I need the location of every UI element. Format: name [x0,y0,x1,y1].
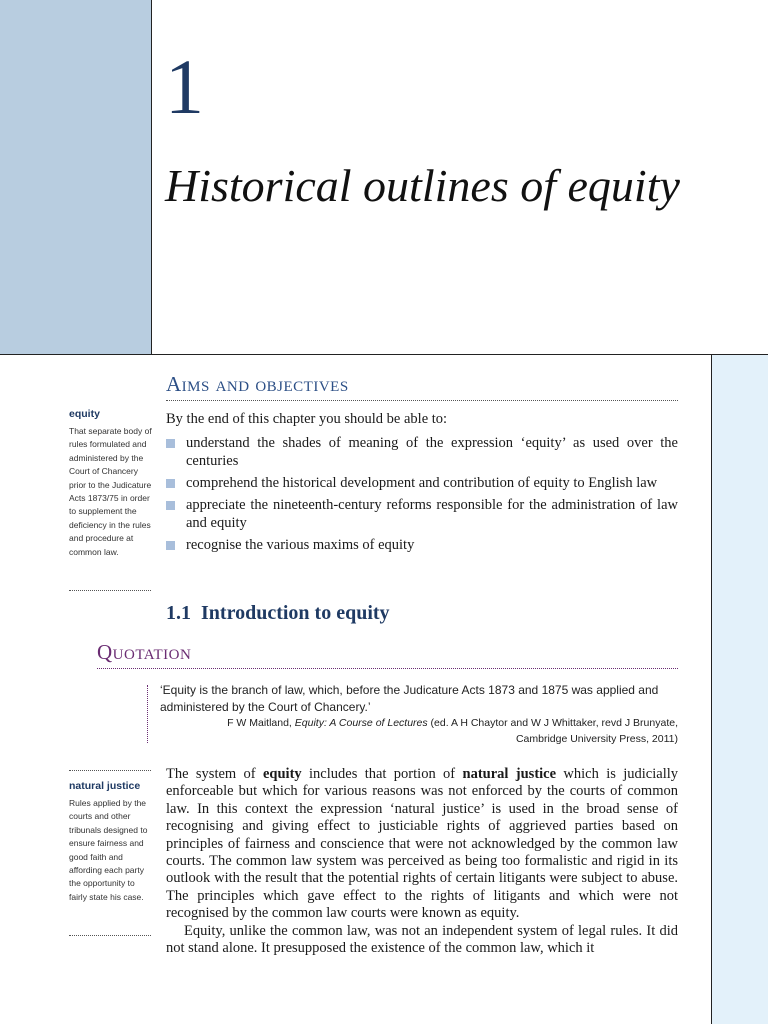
header-color-block [0,0,151,354]
right-margin-strip [711,355,768,1024]
aims-heading-rule [166,400,678,401]
body-paragraph: Equity, unlike the common law, was not an independent system of legal rules. It did not stand alone. It presupposed the existence of the common law, which it [166,922,678,957]
aims-item-text: understand the shades of meaning of the expression ‘equity’ as used over the centuries [186,435,678,469]
header-horizontal-rule [0,354,768,355]
aims-heading: Aims and objectives [166,372,349,396]
aims-list [166,434,678,558]
aims-item-text: appreciate the nineteenth-century reforms responsible for the administration of law and equity [186,497,678,531]
margin-note-definition: That separate body of rules formulated and administered by the Court of Chancery prior to the Judicature Acts 1873/75 in order to supplement the deficiency in the rules and procedure at common law. [69,426,152,557]
quotation-heading-rule [97,668,678,669]
margin-note-top-rule [69,770,151,771]
bullet-square-icon [166,541,175,550]
bullet-square-icon [166,439,175,448]
aims-item-text: comprehend the historical development and contribution of equity to English law [186,475,658,491]
quotation-work: Equity: A Course of Lectures [294,717,428,729]
section-heading [166,602,390,625]
quotation-vertical-rule [147,685,148,743]
body-text-run: which is judicially enforceable but which for various reasons was not enforced by the courts of common law. In this context the expression ‘natural justice’ is used in the broad sense of recognising and giving effect to justiciable rights of aggrieved parties based on principles of fairness and conscience that were not acknowledged by the common law courts. The common law system was perceived as being too formalistic and rigid in its outlook with the result that the potential rights of certain litigants were subject to abuse. The principles which gave effect to the rights of litigants and which were not recognised by the common law courts were known as equity. [166,766,679,922]
aims-list-item [166,474,678,492]
bullet-square-icon [166,501,175,510]
bullet-square-icon [166,479,175,488]
quotation-text: ‘Equity is the branch of law, which, before the Judicature Acts 1873 and 1875 was applied and administered by the Court of Chancery.’ [160,683,659,714]
margin-note-rule [69,590,151,591]
chapter-title: Historical outlines of equity [165,160,680,211]
body-paragraph [166,766,678,923]
aims-list-item [166,496,678,532]
body-text-run: The system of [166,766,263,782]
header-vertical-rule [151,0,152,354]
margin-note-definition: Rules applied by the courts and other tribunals designed to ensure fairness and good faith and affording each party the opportunity to fairly state his case. [69,798,148,902]
quotation-details: (ed. A H Chaytor and W J Whittaker, revd J Brunyate, Cambridge University Press, 2011) [427,717,678,745]
quotation-attribution [200,716,678,747]
quotation-author: F W Maitland, [227,717,295,729]
body-term-equity: equity [262,766,302,782]
aims-intro: By the end of this chapter you should be able to: [166,411,448,427]
margin-note-natural-justice [69,780,153,904]
quotation-heading: Quotation [97,640,192,664]
margin-note-term: equity [69,408,100,420]
body-term-natural-justice: natural justice [462,766,557,782]
margin-note-term: natural justice [69,780,141,792]
margin-note-equity [69,408,153,559]
body-text-run: includes that portion of [301,766,463,782]
margin-note-rule [69,935,151,936]
section-number: 1.1 [166,602,191,624]
body-text [166,766,678,957]
aims-item-text: recognise the various maxims of equity [186,537,415,553]
aims-list-item [166,536,678,554]
chapter-number: 1 [165,43,204,130]
aims-list-item [166,434,678,470]
section-title: Introduction to equity [201,602,390,624]
